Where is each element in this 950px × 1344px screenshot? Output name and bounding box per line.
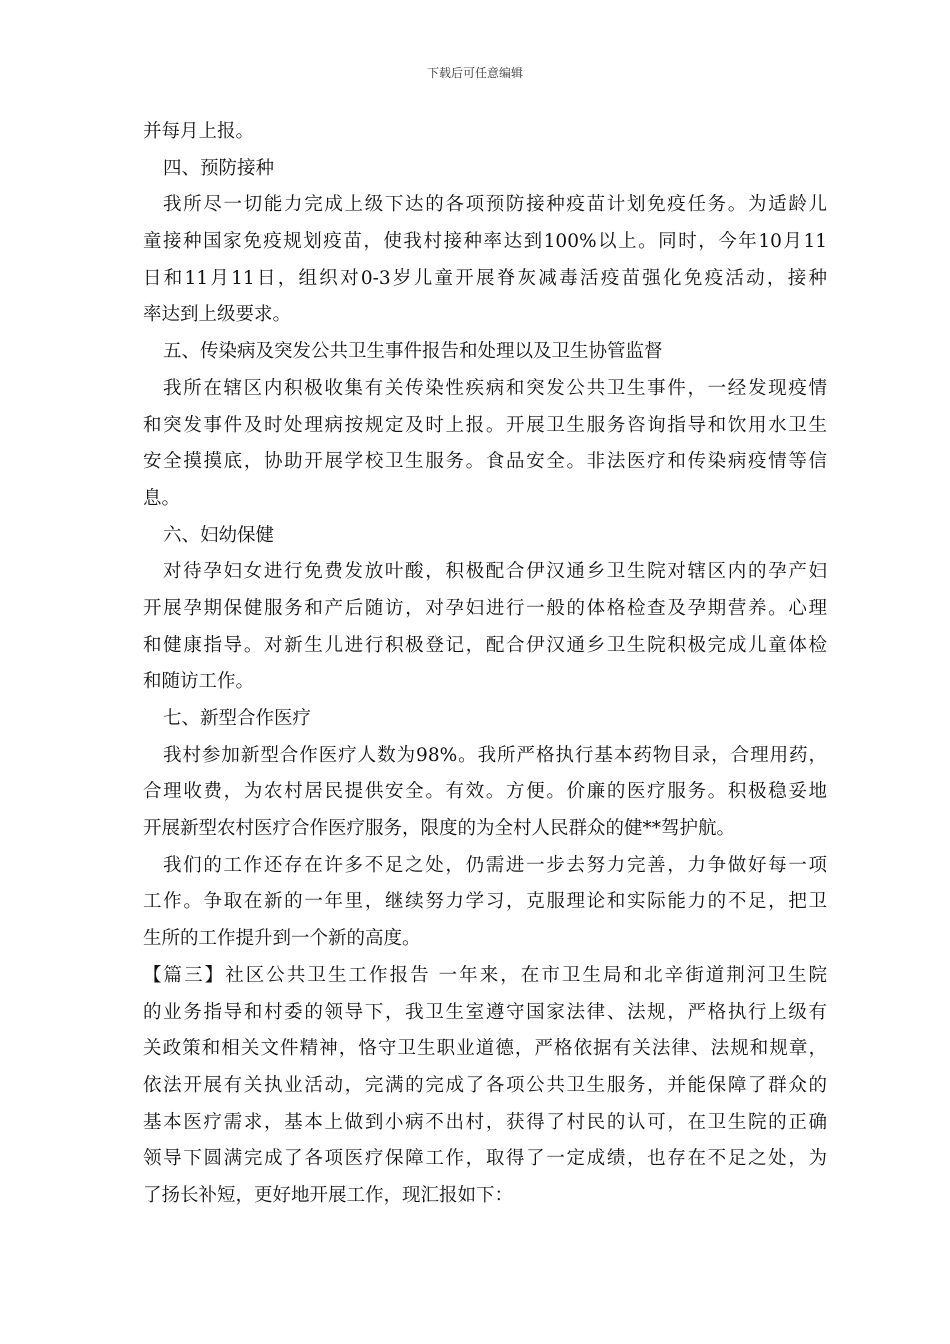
text-line: 对待孕妇女进行免费发放叶酸，积极配合伊汉通乡卫生院对辖区内的孕产妇	[163, 561, 827, 583]
text-line: 和突发事件及时处理病按规定及时上报。开展卫生服务咨询指导和饮用水卫生	[143, 414, 827, 436]
text-line: 我所在辖区内积极收集有关传染性疾病和突发公共卫生事件，一经发现疫情	[163, 377, 827, 399]
page-header: 下载后可任意编辑	[426, 66, 523, 80]
text-line: 四、预防接种	[163, 157, 275, 179]
text-line: 率达到上级要求。	[143, 304, 292, 326]
text-line: 安全摸摸底，协助开展学校卫生服务。食品安全。非法医疗和传染病疫情等信	[143, 451, 827, 473]
text-line: 的业务指导和村委的领导下，我卫生室遵守国家法律、法规，严格执行上级有	[143, 1001, 827, 1023]
text-line: 息。	[143, 487, 181, 509]
text-line: 五、传染病及突发公共卫生事件报告和处理以及卫生协管监督	[163, 341, 663, 363]
text-line: 开展孕期保健服务和产后随访，对孕妇进行一般的体格检查及孕期营养。心理	[143, 597, 827, 619]
text-line: 【篇三】社区公共卫生工作报告 一年来，在市卫生局和北辛街道荆河卫生院	[143, 964, 827, 986]
text-line: 基本医疗需求，基本上做到小病不出村，获得了村民的认可，在卫生院的正确	[143, 1111, 827, 1133]
text-line: 了扬长补短，更好地开展工作，现汇报如下：	[143, 1184, 514, 1206]
text-line: 工作。争取在新的一年里，继续努力学习，克服理论和实际能力的不足，把卫	[143, 891, 827, 913]
text-line: 我所尽一切能力完成上级下达的各项预防接种疫苗计划免疫任务。为适龄儿	[163, 194, 827, 216]
text-line: 生所的工作提升到一个新的高度。	[143, 928, 421, 950]
text-line: 日和11月11日，组织对0-3岁儿童开展脊灰减毒活疫苗强化免疫活动，接种	[143, 267, 827, 289]
text-line: 和随访工作。	[143, 671, 255, 693]
text-line: 和健康指导。对新生儿进行积极登记，配合伊汉通乡卫生院积极完成儿童体检	[143, 634, 827, 656]
text-line: 童接种国家免疫规划疫苗，使我村接种率达到100%以上。同时，今年10月11	[143, 231, 827, 253]
document-body	[143, 114, 827, 1215]
text-line: 合理收费，为农村居民提供安全。有效。方便。价廉的医疗服务。积极稳妥地	[143, 781, 827, 803]
text-line: 关政策和相关文件精神，恪守卫生职业道德，严格依据有关法律、法规和规章，	[143, 1038, 827, 1060]
text-line: 六、妇幼保健	[163, 524, 275, 546]
text-line: 领导下圆满完成了各项医疗保障工作，取得了一定成绩，也存在不足之处，为	[143, 1148, 827, 1170]
text-line: 并每月上报。	[143, 121, 255, 142]
text-line: 七、新型合作医疗	[163, 708, 312, 729]
text-line: 我们的工作还存在许多不足之处，仍需进一步去努力完善，力争做好每一项	[163, 854, 827, 876]
text-line: 我村参加新型合作医疗人数为98%。我所严格执行基本药物目录，合理用药，	[163, 744, 827, 766]
text-line: 依法开展有关执业活动，完满的完成了各项公共卫生服务，并能保障了群众的	[143, 1074, 827, 1096]
text-line: 开展新型农村医疗合作医疗服务，限度的为全村人民群众的健**驾护航。	[143, 818, 736, 840]
